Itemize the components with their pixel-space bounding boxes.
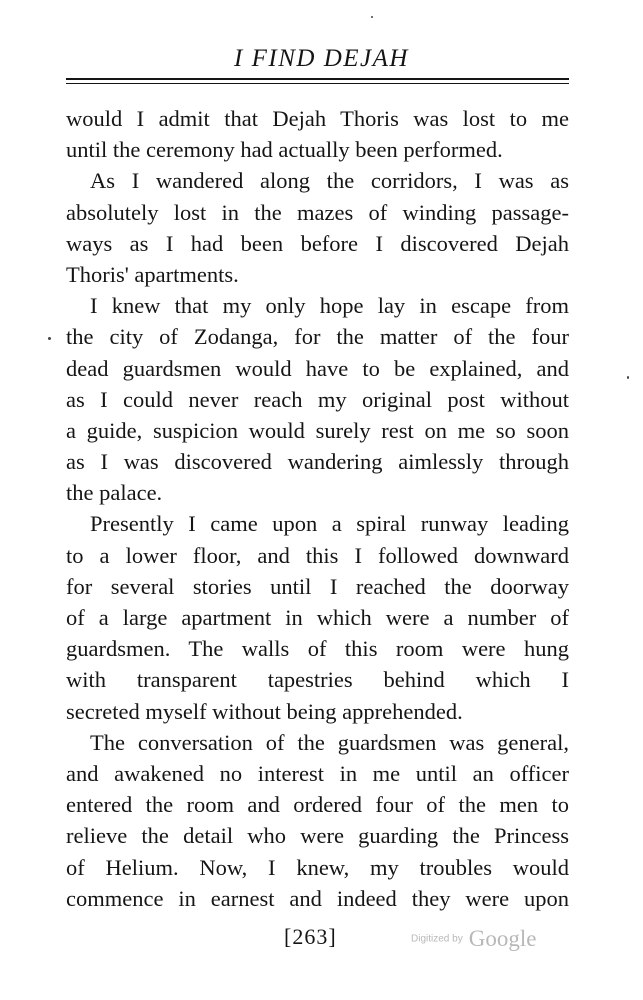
text-line: of Helium. Now, I knew, my troubles would — [66, 854, 569, 880]
text-line: dead guardsmen would have to be explained, and — [66, 355, 569, 381]
margin-speck — [48, 337, 51, 340]
text-line: guardsmen. The walls of this room were hung — [66, 636, 569, 662]
text-line: the city of Zodanga, for the matter of the four — [66, 324, 569, 350]
page-number: [263] — [284, 924, 337, 949]
running-head: I FIND DEJAH — [234, 45, 409, 72]
text-line: Presently I came upon a spiral runway leading — [90, 511, 569, 537]
text-line: and awakened no interest in me until an officer — [66, 760, 569, 786]
body-text — [66, 103, 569, 914]
margin-speck — [371, 16, 373, 18]
text-line: entered the room and ordered four of the men to — [66, 792, 569, 818]
text-line: secreted myself without being apprehended. — [66, 698, 463, 724]
text-line: absolutely lost in the mazes of winding passage- — [66, 199, 569, 225]
text-line: until the ceremony had actually been performed. — [66, 137, 503, 163]
text-line: commence in earnest and indeed they were upon — [66, 885, 569, 911]
watermark-prefix: Digitized by — [411, 933, 463, 945]
text-line: to a lower floor, and this I followed downward — [66, 542, 569, 568]
google-logo: Google — [468, 926, 537, 951]
text-line: the palace. — [66, 480, 163, 506]
text-line: would I admit that Dejah Thoris was lost to me — [66, 106, 569, 131]
margin-speck — [627, 376, 629, 379]
text-line: The conversation of the guardsmen was general, — [90, 729, 569, 755]
text-line: ways as I had been before I discovered Dejah — [66, 230, 569, 256]
text-line: Thoris' apartments. — [66, 261, 239, 287]
header-rule-thin — [66, 83, 569, 84]
text-line: As I wandered along the corridors, I was as — [90, 168, 569, 194]
text-line: a guide, suspicion would surely rest on me so soon — [66, 417, 569, 443]
text-line: as I could never reach my original post without — [66, 386, 569, 412]
digitization-watermark — [411, 926, 536, 952]
text-line: as I was discovered wandering aimlessly through — [66, 449, 569, 475]
text-line: I knew that my only hope lay in escape from — [90, 293, 569, 319]
text-line: of a large apartment in which were a number of — [66, 605, 569, 630]
text-line: with transparent tapestries behind which I — [66, 667, 569, 693]
header-rule-thick — [66, 78, 569, 80]
text-line: for several stories until I reached the doorway — [66, 573, 569, 599]
text-line: relieve the detail who were guarding the Princess — [66, 823, 569, 849]
